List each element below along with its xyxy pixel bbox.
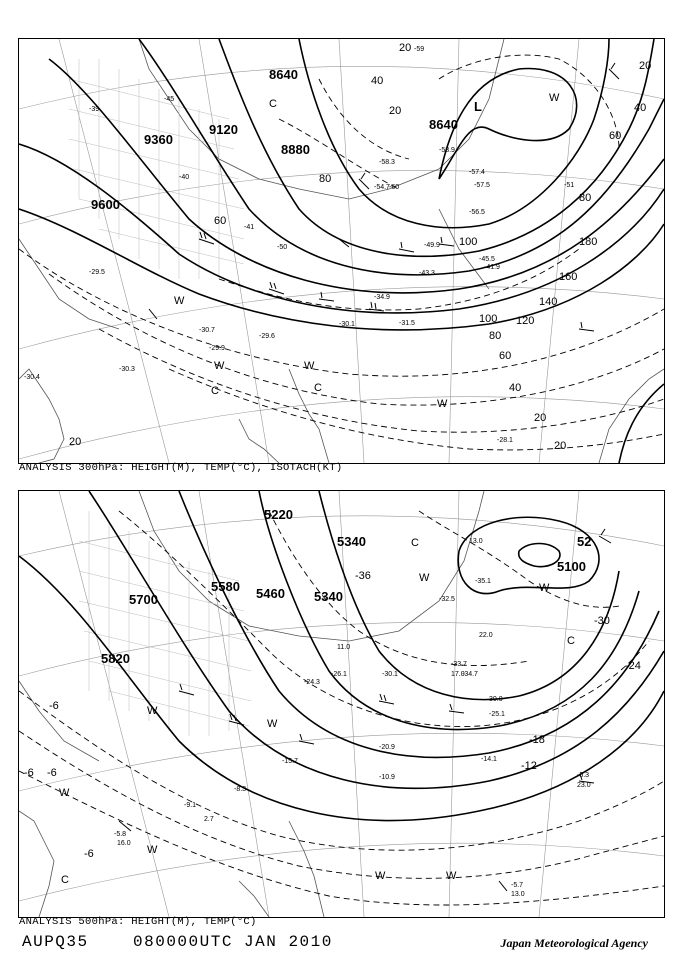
isotach-label: 20 [399,42,412,54]
height-label: 5340 [337,534,366,549]
temp-label: -51 [564,182,575,189]
obs-label: 13.0 [469,538,483,545]
isotherm-label: -6 [84,848,94,860]
temp-label: -56.5 [469,209,485,216]
temp-label: -29.5 [89,269,105,276]
temp-label: -34.9 [374,294,390,301]
agency-name: Japan Meteorological Agency [500,936,648,950]
temp-label: -59 [414,46,425,53]
isotach-label: 20 [534,412,547,424]
obs-label: -32.5 [439,596,455,603]
temp-label: -57.5 [474,182,490,189]
temp-label: -30.3 [119,366,135,373]
isotach-label: 80 [319,173,332,185]
height-label: 9360 [144,132,173,147]
cold-marker: C [61,874,69,886]
temp-label: -39 [89,106,100,113]
isotach-label: 100 [459,236,478,248]
obs-label: -33.7 [451,661,467,668]
temp-label: -41.9 [484,264,500,271]
isotach-label: 60 [499,350,512,362]
warm-marker: W [549,92,560,104]
isotherm-label: -36 [355,570,371,582]
cold-marker: C [269,98,277,110]
temp-label: -31.5 [399,320,415,327]
obs-label: -35.1 [475,578,491,585]
caption-300hpa: ANALYSIS 300hPa: HEIGHT(M), TEMP(°C), ISOTACH(KT) [19,462,343,474]
isotach-label: 180 [579,236,598,248]
obs-label: -10.9 [379,774,395,781]
warm-marker: W [304,360,315,372]
height-label: 52 [577,534,592,549]
isotach-label: 80 [579,192,592,204]
isotherm-label: -6 [47,767,57,779]
isotach-label: 20 [69,436,82,448]
temp-label: -43.3 [419,270,435,277]
obs-label: -25.1 [489,711,505,718]
temp-label: -30.7 [199,327,215,334]
temp-label: -29.9 [209,345,225,352]
isotherm-label: -6 [49,700,59,712]
height-label: 5340 [314,589,343,604]
isotach-label: 60 [214,215,227,227]
obs-label: -30.1 [382,671,398,678]
obs-label: -5.3 [577,772,590,779]
height-label: 5580 [211,579,240,594]
height-label: 9120 [209,122,238,137]
temp-label: -49.9 [424,242,440,249]
warm-marker: W [147,844,158,856]
height-contours [19,39,664,463]
chart-300hpa-map [19,39,664,463]
cold-marker: C [567,635,575,647]
obs-label: -9.1 [184,802,197,809]
warm-marker: W [174,295,185,307]
warm-marker: W [375,870,386,882]
height-label: 8640 [429,117,458,132]
isotach-label: 80 [489,330,502,342]
temp-label: -45.5 [479,256,495,263]
warm-marker: W [214,360,225,372]
temp-label: -30.1 [339,321,355,328]
isotach-label: 40 [634,102,647,114]
isotach-label: 60 [609,130,622,142]
isotherm-label: -18 [529,734,545,746]
product-header [22,933,333,951]
isotherm-label: -24 [625,660,641,672]
obs-label: -8.3 [234,786,247,793]
obs-label: -5.8 [114,831,127,838]
obs-label: 16.0 [117,840,131,847]
warm-marker: W [437,398,448,410]
obs-label: -26.1 [331,671,347,678]
isotherm-label: -30 [594,615,610,627]
warm-marker: W [539,582,550,594]
temp-label: -58.3 [379,159,395,166]
height-label: 5100 [557,559,586,574]
isotach-label: 100 [479,313,498,325]
caption-500hpa: ANALYSIS 500hPa: HEIGHT(M), TEMP(°C) [19,916,257,928]
obs-label: -5.7 [511,882,524,889]
isotherm-label: -6 [24,767,34,779]
low-center-marker: L [474,99,482,114]
temp-label: -29.6 [259,333,275,340]
height-label: 5220 [264,507,293,522]
warm-marker: W [446,870,457,882]
wind-barbs [119,529,611,891]
temp-label: -45 [164,96,175,103]
chart-500hpa-map [19,491,664,917]
cold-marker: C [314,382,322,394]
temp-label: -50 [277,244,288,251]
product-id: AUPQ35 [22,933,89,951]
obs-label: 11.0 [337,644,351,651]
obs-label: 17.0 [451,671,465,678]
warm-marker: W [59,787,70,799]
temp-label: -41 [244,224,255,231]
temp-label: -40 [179,174,190,181]
temp-label: -30.4 [24,374,40,381]
height-label: 5460 [256,586,285,601]
height-label: 5820 [101,651,130,666]
cold-marker: C [211,385,219,397]
temp-label: -28.1 [497,437,513,444]
isotach-label: 20 [639,60,652,72]
isotach-label: 20 [389,105,402,117]
temp-label: -60 [389,184,400,191]
isotach-label: 140 [539,296,558,308]
chart-500hpa-panel [18,490,665,918]
isotach-label: 20 [554,440,567,452]
warm-marker: W [419,572,430,584]
obs-label: -14.1 [481,756,497,763]
obs-label: 13.0 [511,891,525,898]
isotach-label: 160 [559,271,578,283]
isotach-label: 40 [509,382,522,394]
isotach-label: 120 [516,315,535,327]
isotach-label: 40 [371,75,384,87]
isotherm-label: -12 [521,760,537,772]
obs-label: 23.0 [577,782,591,789]
obs-label: 2.7 [204,816,214,823]
height-label: 8880 [281,142,310,157]
obs-label: -34.7 [462,671,478,678]
hatched-area [79,511,251,736]
temp-label: -53.9 [439,147,455,154]
warm-marker: W [147,705,158,717]
obs-label: 22.0 [479,632,493,639]
height-label: 9600 [91,197,120,212]
obs-label: -20.9 [379,744,395,751]
obs-label: -24.3 [304,679,320,686]
height-label: 8640 [269,67,298,82]
cold-marker: C [411,537,419,549]
obs-label: -15.7 [282,758,298,765]
warm-marker: W [267,718,278,730]
valid-time: 080000UTC JAN 2010 [133,933,333,951]
height-label: 5700 [129,592,158,607]
chart-300hpa-panel [18,38,665,464]
obs-label: 30.0 [489,696,503,703]
temp-label: -54.7 [374,184,390,191]
temp-label: -57.4 [469,169,485,176]
graticule [19,491,664,917]
